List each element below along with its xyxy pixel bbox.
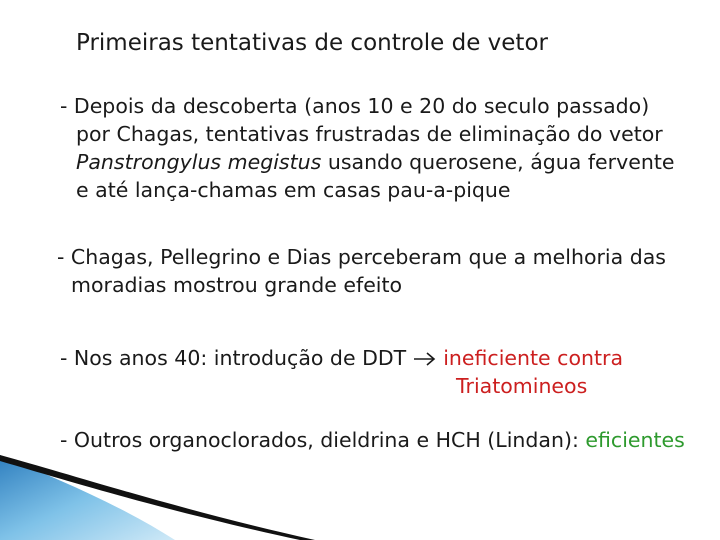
species-name: Panstrongylus megistus (76, 150, 322, 174)
paragraph-line: moradias mostrou grande efeito (71, 273, 403, 297)
right-arrow-icon (413, 351, 437, 367)
triatomine-label: Triatomineos (456, 374, 588, 398)
paragraph-line: - Chagas, Pellegrino e Dias perceberam que a melhoria das (57, 245, 666, 269)
paragraph-text: - Nos anos 40: introdução de DDT (60, 346, 413, 370)
paragraph-line: e até lança-chamas em casas pau-a-pique (76, 178, 511, 202)
paragraph-line: por Chagas, tentativas frustradas de eliminação do vetor (76, 122, 663, 146)
decorative-swoosh (0, 455, 320, 540)
paragraph-organochlorines (60, 426, 685, 454)
slide-title: Primeiras tentativas de controle de vetor (76, 30, 548, 56)
paragraph-early-attempts (60, 92, 675, 204)
ineffective-label: ineficiente contra (443, 346, 624, 370)
paragraph-ddt (60, 344, 623, 400)
paragraph-housing (57, 243, 666, 299)
effective-label: eficientes (585, 428, 685, 452)
paragraph-line: - Depois da descoberta (anos 10 e 20 do seculo passado) (60, 94, 650, 118)
paragraph-line (60, 148, 675, 176)
paragraph-text: - Outros organoclorados, dieldrina e HCH (Lindan): (60, 428, 586, 452)
paragraph-line-rest: usando querosene, água fervente (321, 150, 675, 174)
